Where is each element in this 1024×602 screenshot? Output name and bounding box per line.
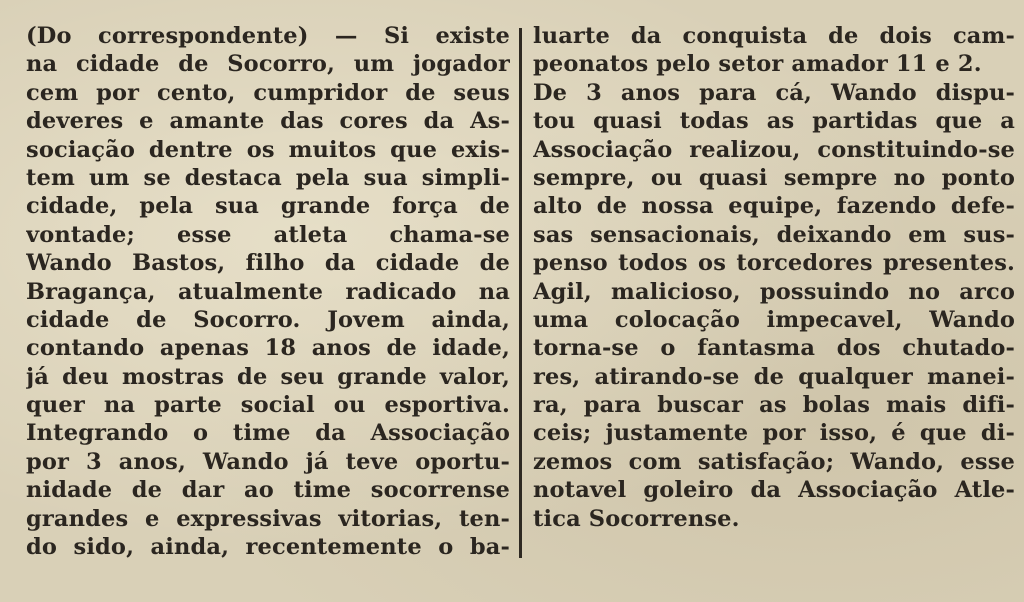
- text-line: res, atirando-se de qualquer manei-: [533, 363, 1015, 390]
- text-line: notavel goleiro da Associação Atle-: [533, 477, 1015, 504]
- text-line: tem um se destaca pela sua simpli-: [26, 164, 510, 191]
- text-line: ra, para buscar as bolas mais difi-: [533, 392, 1015, 419]
- text-line: luarte da conquista de dois cam-: [533, 23, 1015, 49]
- text-line: tica Socorrense.: [533, 505, 740, 532]
- text-line: por 3 anos, Wando já teve oportu-: [26, 448, 510, 475]
- text-line: Bragança, atualmente radicado na: [26, 278, 510, 305]
- text-line: sas sensacionais, deixando em sus-: [533, 221, 1015, 248]
- text-line: sociação dentre os muitos que exis-: [26, 136, 510, 163]
- text-line: deveres e amante das cores da As-: [26, 108, 510, 135]
- article-column-right: [533, 22, 1015, 533]
- text-line: vontade; esse atleta chama-se: [26, 221, 510, 248]
- article-column-left: [26, 22, 510, 561]
- text-line: Agil, malicioso, possuindo no arco: [533, 278, 1015, 305]
- text-line: contando apenas 18 anos de idade,: [26, 335, 510, 362]
- text-line: já deu mostras de seu grande valor,: [26, 363, 510, 390]
- text-line: tou quasi todas as partidas que a: [533, 108, 1015, 135]
- text-line: De 3 anos para cá, Wando dispu-: [533, 79, 1015, 106]
- text-line: torna-se o fantasma dos chutado-: [533, 335, 1015, 362]
- text-line: nidade de dar ao time socorrense: [26, 477, 510, 504]
- text-line: grandes e expressivas vitorias, ten-: [26, 505, 510, 532]
- text-line: Integrando o time da Associação: [26, 420, 510, 447]
- text-line: sempre, ou quasi sempre no ponto: [533, 164, 1015, 191]
- text-line: uma colocação impecavel, Wando: [533, 306, 1015, 333]
- text-line: quer na parte social ou esportiva.: [26, 392, 510, 419]
- text-line: Associação realizou, constituindo-se: [533, 136, 1015, 163]
- text-line: (Do correspondente) — Si existe: [26, 23, 510, 49]
- text-line: cidade, pela sua grande força de: [26, 193, 510, 220]
- text-line: ceis; justamente por isso, é que di-: [533, 420, 1015, 447]
- text-line: do sido, ainda, recentemente o ba-: [26, 534, 510, 561]
- text-line: cidade de Socorro. Jovem ainda,: [26, 306, 510, 333]
- text-line: Wando Bastos, filho da cidade de: [26, 250, 510, 277]
- column-divider: [519, 28, 522, 558]
- text-line: zemos com satisfação; Wando, esse: [533, 448, 1015, 475]
- text-line: penso todos os torcedores presentes.: [533, 250, 1015, 277]
- text-line: alto de nossa equipe, fazendo defe-: [533, 193, 1015, 220]
- text-line: cem por cento, cumpridor de seus: [26, 79, 510, 106]
- text-line: peonatos pelo setor amador 11 e 2.: [533, 51, 982, 78]
- text-line: na cidade de Socorro, um jogador: [26, 51, 510, 78]
